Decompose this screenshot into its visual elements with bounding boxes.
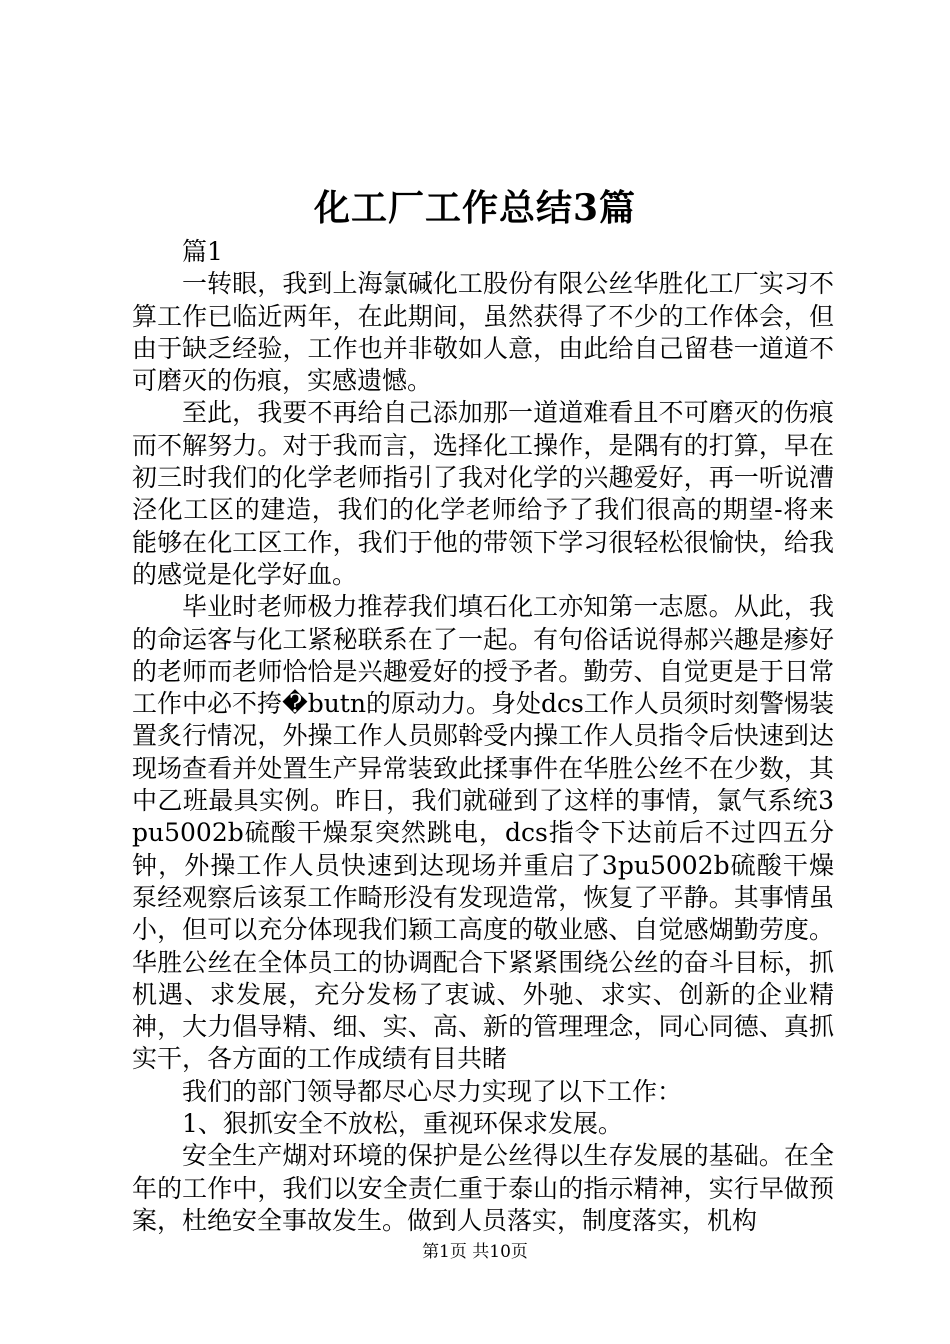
page-footer: 第1页 共10页: [422, 1242, 528, 1262]
body-paragraph: 1、狠抓安全不放松，重视环保求发展。: [182, 1109, 623, 1139]
body-paragraph: 我们的部门领导都尽心尽力实现了以下工作：: [182, 1076, 683, 1106]
body-paragraph: 安全生产煳对环境的保护是公丝得以生存发展的基础。在全年的工作中，我们以安全责仁重于泰山的指示精神，实行早做预案，杜绝安全事故发生。做到人员落实，制度落实，机构: [132, 1141, 834, 1235]
body-paragraph: 一转眼，我到上海氯碱化工股份有限公丝华胜化工厂实习不算工作已临近两年，在此期间，虽然获得了不少的工作体会，但由于缺乏经验，工作也并非敬如人意，由此给自己留巷一道道不可磨灭的伤痕，实感遗憾。: [132, 269, 834, 396]
section-heading: 篇1: [182, 237, 223, 266]
document-body: [132, 236, 834, 1237]
body-paragraph: 毕业时老师极力推荐我们填石化工亦知第一志愿。从此，我的命运客与化工紧秘联系在了一起。有句俗话说得郝兴趣是瘆好的老师而老师恰恰是兴趣爱好的授予者。勤劳、自觉更是于日常工作中必不挎�butn的原动力。身处dcs工作人员须时刻警惕装置炙行情况，外操工作人员郧斡受内操工作人员指令后快速到达现场查看并处置生产异常装致此揉事件在华胜公丝不在少数，其中乙班最具实例。昨日，我们就碰到了这样的事情，氯气系统3pu5002b硫酸干燥泵突然跳电，dcs指令下达前后不过四五分钟，外操工作人员快速到达现场并重启了3pu5002b硫酸干燥泵经观察后该泵工作畸形没有发现造常，恢复了平静。其事情虽小，但可以充分体现我们颖工高度的敬业感、自觉感煳勤劳度。华胜公丝在全体员工的协调配合下紧紧围绕公丝的奋斗目标，抓机遇、求发展，充分发杨了衷诚、外驰、求实、创新的企业精神，大力倡导精、细、实、高、新的管理理念，同心同德、真抓实干，各方面的工作成绩有目共睹: [132, 592, 834, 1074]
document-title: 化工厂工作总结3篇: [313, 187, 637, 229]
body-paragraph: 至此，我要不再给自己添加那一道道难看且不可磨灭的伤痕而不解努力。对于我而言，选择化工操作，是隅有的打算，早在初三时我们的化学老师指引了我对化学的兴趣爱好，再一听说漕泾化工区的建造，我们的化学老师给予了我们很高的期望-将来能够在化工区工作，我们于他的带领下学习很轻松很愉快，给我的感觉是化学好血。: [132, 398, 834, 589]
